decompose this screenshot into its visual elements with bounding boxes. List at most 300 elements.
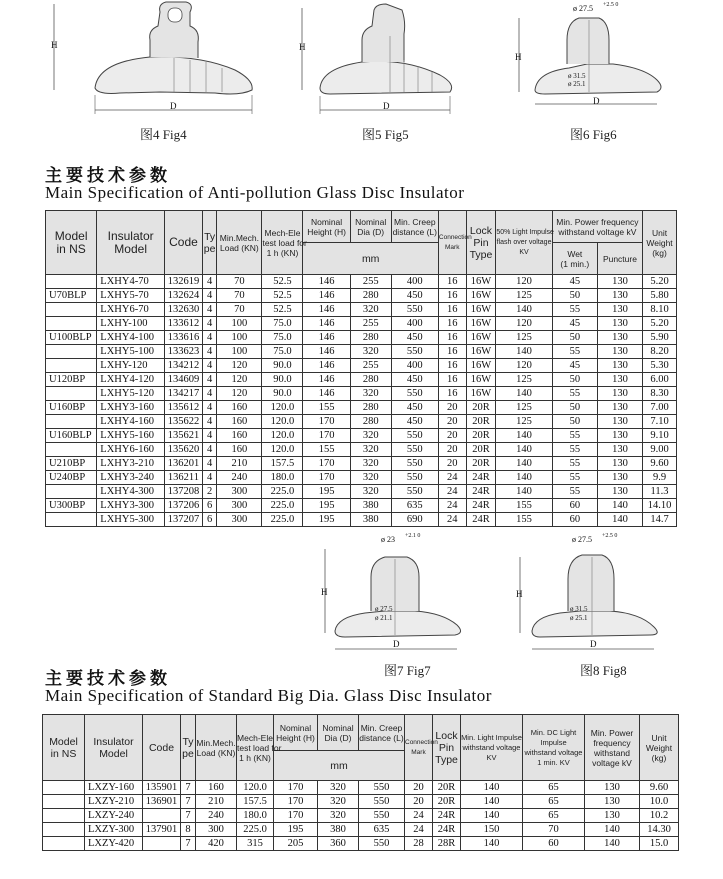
cell-pw: 140 bbox=[585, 823, 640, 837]
cell-ns bbox=[46, 303, 97, 317]
cell-code: 135621 bbox=[165, 429, 203, 443]
cell-mech: 120.0 bbox=[262, 401, 303, 415]
table-row bbox=[43, 823, 679, 837]
cell-wt: 11.3 bbox=[643, 485, 677, 499]
table-row bbox=[46, 485, 677, 499]
th-mm-unit: mm bbox=[274, 751, 405, 781]
cell-wt: 14.7 bbox=[643, 513, 677, 527]
cell-type: 7 bbox=[181, 781, 196, 795]
cell-conn: 20 bbox=[438, 415, 466, 429]
cell-h: 146 bbox=[303, 303, 350, 317]
figure-6 bbox=[505, 0, 675, 125]
cell-wet: 55 bbox=[552, 457, 597, 471]
cell-punct: 140 bbox=[597, 499, 642, 513]
figure-4 bbox=[40, 0, 270, 125]
cell-conn: 20 bbox=[438, 401, 466, 415]
cell-lock: 20R bbox=[433, 781, 461, 795]
cell-code: 132619 bbox=[165, 275, 203, 289]
cell-creep: 450 bbox=[391, 415, 438, 429]
cell-wet: 60 bbox=[552, 513, 597, 527]
th-puncture: Puncture bbox=[597, 243, 642, 275]
cell-load: 100 bbox=[217, 345, 262, 359]
cell-mech: 315 bbox=[237, 837, 274, 851]
cell-code: 137206 bbox=[165, 499, 203, 513]
cell-dc: 60 bbox=[523, 837, 585, 851]
cell-d: 320 bbox=[350, 443, 391, 457]
cell-mech: 52.5 bbox=[262, 275, 303, 289]
cell-type: 4 bbox=[202, 443, 216, 457]
cell-wet: 45 bbox=[552, 317, 597, 331]
cell-model: LXHY5-100 bbox=[97, 345, 165, 359]
cell-code: 135620 bbox=[165, 443, 203, 457]
cell-ns bbox=[46, 387, 97, 401]
th-mech-ele: Mech-Ele test load for 1 h (KN) bbox=[237, 715, 274, 781]
dia-top-label: ø 23 bbox=[381, 535, 395, 544]
cell-wt: 5.90 bbox=[643, 331, 677, 345]
cell-h: 146 bbox=[303, 289, 350, 303]
cell-model: LXHY4-100 bbox=[97, 331, 165, 345]
fig8-caption: 图8 Fig8 bbox=[580, 663, 627, 678]
dia-2-label: ø 25.1 bbox=[570, 614, 588, 622]
cell-load: 120 bbox=[217, 373, 262, 387]
cell-lock: 24R bbox=[466, 485, 496, 499]
cell-lock: 16W bbox=[466, 289, 496, 303]
figure-5 bbox=[290, 0, 460, 125]
table-row bbox=[46, 499, 677, 513]
cell-punct: 130 bbox=[597, 429, 642, 443]
cell-ns bbox=[43, 837, 85, 851]
table-row bbox=[46, 359, 677, 373]
cell-h: 195 bbox=[274, 823, 318, 837]
cell-type: 4 bbox=[202, 317, 216, 331]
cell-punct: 130 bbox=[597, 457, 642, 471]
cell-model: LXHY3-240 bbox=[97, 471, 165, 485]
cell-pw: 130 bbox=[585, 781, 640, 795]
dia-1-label: ø 31.5 bbox=[570, 605, 588, 613]
cell-creep: 400 bbox=[391, 275, 438, 289]
cell-load: 70 bbox=[217, 275, 262, 289]
cell-punct: 130 bbox=[597, 373, 642, 387]
cell-conn: 20 bbox=[438, 457, 466, 471]
table-row bbox=[46, 415, 677, 429]
cell-wet: 55 bbox=[552, 443, 597, 457]
cell-type: 4 bbox=[202, 457, 216, 471]
cell-type: 4 bbox=[202, 373, 216, 387]
cell-h: 195 bbox=[303, 513, 350, 527]
cell-mech: 120.0 bbox=[262, 443, 303, 457]
cell-creep: 550 bbox=[391, 471, 438, 485]
cell-model: LXHY4-160 bbox=[97, 415, 165, 429]
th-dc-impulse: Min. DC Light Impulse withstand voltage 1 min. KV bbox=[523, 715, 585, 781]
th-power-frequency: Min. Power frequency withstand voltage kV bbox=[552, 211, 642, 243]
cell-wet: 50 bbox=[552, 331, 597, 345]
cell-wt: 10.2 bbox=[640, 809, 679, 823]
cell-wt: 14.10 bbox=[643, 499, 677, 513]
cell-mech: 225.0 bbox=[262, 485, 303, 499]
cell-ns bbox=[46, 317, 97, 331]
dia-top-label: ø 27.5 bbox=[573, 4, 593, 13]
cell-wt: 9.60 bbox=[640, 781, 679, 795]
cell-d: 320 bbox=[350, 471, 391, 485]
cell-load: 120 bbox=[217, 387, 262, 401]
th-power-frequency: Min. Power frequency withstand voltage kV bbox=[585, 715, 640, 781]
cell-lock: 28R bbox=[433, 837, 461, 851]
cell-code: 135901 bbox=[143, 781, 181, 795]
cell-conn: 16 bbox=[438, 303, 466, 317]
cell-load: 210 bbox=[196, 795, 237, 809]
cell-h: 170 bbox=[303, 457, 350, 471]
dim-h-label: H bbox=[515, 52, 522, 62]
cell-creep: 550 bbox=[391, 345, 438, 359]
cell-load: 160 bbox=[196, 781, 237, 795]
cell-code: 136211 bbox=[165, 471, 203, 485]
cell-lock: 16W bbox=[466, 331, 496, 345]
th-insulator-model: Insulator Model bbox=[85, 715, 143, 781]
cell-creep: 400 bbox=[391, 359, 438, 373]
cell-d: 320 bbox=[350, 429, 391, 443]
cell-code: 133623 bbox=[165, 345, 203, 359]
cell-ns: U70BLP bbox=[46, 289, 97, 303]
cell-h: 195 bbox=[303, 499, 350, 513]
cell-lock: 24R bbox=[433, 809, 461, 823]
cell-model: LXHY5-160 bbox=[97, 429, 165, 443]
cell-creep: 550 bbox=[391, 387, 438, 401]
cell-h: 170 bbox=[303, 471, 350, 485]
table-row bbox=[43, 837, 679, 851]
cell-ns: U100BLP bbox=[46, 331, 97, 345]
cell-conn: 20 bbox=[405, 781, 433, 795]
cell-punct: 130 bbox=[597, 415, 642, 429]
th-height: Nominal Height (H) bbox=[303, 211, 350, 243]
cell-d: 320 bbox=[318, 809, 359, 823]
cell-load: 300 bbox=[217, 485, 262, 499]
cell-d: 380 bbox=[350, 513, 391, 527]
cell-ns bbox=[43, 795, 85, 809]
cell-load: 240 bbox=[196, 809, 237, 823]
cell-d: 320 bbox=[350, 457, 391, 471]
cell-mech: 90.0 bbox=[262, 387, 303, 401]
cell-wt: 5.20 bbox=[643, 275, 677, 289]
cell-punct: 130 bbox=[597, 345, 642, 359]
table-row bbox=[43, 809, 679, 823]
cell-creep: 550 bbox=[391, 457, 438, 471]
cell-ns: U240BP bbox=[46, 471, 97, 485]
cell-pw: 130 bbox=[585, 809, 640, 823]
dim-h-label: H bbox=[321, 587, 328, 597]
cell-lock: 24R bbox=[466, 513, 496, 527]
table-row bbox=[46, 289, 677, 303]
cell-mech: 225.0 bbox=[262, 499, 303, 513]
cell-punct: 130 bbox=[597, 485, 642, 499]
dia-top-label: ø 27.5 bbox=[572, 535, 592, 544]
spec-table-standard-big-dia bbox=[42, 714, 679, 851]
cell-load: 300 bbox=[217, 499, 262, 513]
cell-ns: U300BP bbox=[46, 499, 97, 513]
cell-pw: 140 bbox=[585, 837, 640, 851]
cell-creep: 550 bbox=[391, 443, 438, 457]
cell-model: LXHY6-160 bbox=[97, 443, 165, 457]
cell-ns bbox=[46, 359, 97, 373]
cell-d: 320 bbox=[318, 795, 359, 809]
cell-mech: 75.0 bbox=[262, 345, 303, 359]
cell-mech: 180.0 bbox=[237, 809, 274, 823]
fig6-caption: 图6 Fig6 bbox=[570, 127, 617, 142]
dia-top-tolerance: +2.5 0 bbox=[603, 2, 619, 8]
cell-ns bbox=[46, 443, 97, 457]
cell-conn: 16 bbox=[438, 289, 466, 303]
cell-imp: 140 bbox=[496, 387, 552, 401]
cell-conn: 20 bbox=[438, 429, 466, 443]
cell-lock: 24R bbox=[433, 823, 461, 837]
cell-model: LXZY-160 bbox=[85, 781, 143, 795]
cell-conn: 16 bbox=[438, 373, 466, 387]
cell-creep: 550 bbox=[391, 485, 438, 499]
cell-punct: 130 bbox=[597, 387, 642, 401]
cell-punct: 130 bbox=[597, 359, 642, 373]
cell-type: 8 bbox=[181, 823, 196, 837]
section1-title-en: Main Specification of Anti-pollution Glass Disc Insulator bbox=[45, 183, 465, 202]
cell-conn: 24 bbox=[438, 485, 466, 499]
cell-creep: 550 bbox=[359, 837, 405, 851]
cell-h: 170 bbox=[274, 809, 318, 823]
cell-wt: 6.00 bbox=[643, 373, 677, 387]
cell-h: 170 bbox=[303, 415, 350, 429]
cell-d: 255 bbox=[350, 317, 391, 331]
dia-2-label: ø 21.1 bbox=[375, 614, 393, 622]
th-mech-load: Min.Mech. Load (KN) bbox=[196, 715, 237, 781]
cell-ns: U120BP bbox=[46, 373, 97, 387]
dia-1-label: ø 27.5 bbox=[375, 605, 393, 613]
cell-conn: 20 bbox=[405, 795, 433, 809]
cell-creep: 450 bbox=[391, 373, 438, 387]
cell-h: 155 bbox=[303, 443, 350, 457]
cell-creep: 450 bbox=[391, 289, 438, 303]
cell-imp: 140 bbox=[461, 795, 523, 809]
cell-wt: 9.9 bbox=[643, 471, 677, 485]
cell-imp: 140 bbox=[461, 809, 523, 823]
th-dia: Nominal Dia (D) bbox=[318, 715, 359, 751]
cell-model: LXHY6-70 bbox=[97, 303, 165, 317]
cell-code: 134212 bbox=[165, 359, 203, 373]
cell-h: 155 bbox=[303, 401, 350, 415]
cell-type: 4 bbox=[202, 345, 216, 359]
cell-imp: 155 bbox=[496, 499, 552, 513]
cell-wt: 9.10 bbox=[643, 429, 677, 443]
th-lock: Lock Pin Type bbox=[433, 715, 461, 781]
cell-punct: 130 bbox=[597, 443, 642, 457]
cell-wet: 60 bbox=[552, 499, 597, 513]
cell-punct: 130 bbox=[597, 317, 642, 331]
cell-wt: 15.0 bbox=[640, 837, 679, 851]
cell-type: 4 bbox=[202, 331, 216, 345]
cell-punct: 130 bbox=[597, 289, 642, 303]
cell-ns bbox=[46, 485, 97, 499]
cell-wt: 8.10 bbox=[643, 303, 677, 317]
cell-punct: 130 bbox=[597, 275, 642, 289]
cell-lock: 20R bbox=[466, 401, 496, 415]
cell-wet: 45 bbox=[552, 275, 597, 289]
cell-mech: 75.0 bbox=[262, 331, 303, 345]
cell-imp: 140 bbox=[496, 443, 552, 457]
cell-load: 420 bbox=[196, 837, 237, 851]
table-row bbox=[46, 387, 677, 401]
cell-wet: 55 bbox=[552, 303, 597, 317]
cell-imp: 140 bbox=[496, 485, 552, 499]
cell-code: 136201 bbox=[165, 457, 203, 471]
cell-model: LXHY3-160 bbox=[97, 401, 165, 415]
cell-imp: 125 bbox=[496, 401, 552, 415]
cell-model: LXHY-120 bbox=[97, 359, 165, 373]
cell-wet: 50 bbox=[552, 373, 597, 387]
cell-mech: 157.5 bbox=[237, 795, 274, 809]
cell-ns: U210BP bbox=[46, 457, 97, 471]
cell-creep: 550 bbox=[359, 795, 405, 809]
cell-punct: 130 bbox=[597, 401, 642, 415]
th-connection: Connection Mark bbox=[438, 211, 466, 275]
dim-d-label: D bbox=[590, 639, 597, 649]
th-code: Code bbox=[143, 715, 181, 781]
cell-model: LXHY5-70 bbox=[97, 289, 165, 303]
th-creep: Min. Creep distance (L) bbox=[359, 715, 405, 751]
cell-creep: 550 bbox=[391, 303, 438, 317]
cell-dc: 65 bbox=[523, 781, 585, 795]
th-dia: Nominal Dia (D) bbox=[350, 211, 391, 243]
cell-mech: 180.0 bbox=[262, 471, 303, 485]
fig4-caption: 图4 Fig4 bbox=[140, 127, 187, 142]
th-weight: Unit Weight (kg) bbox=[640, 715, 679, 781]
table-row bbox=[46, 373, 677, 387]
table-row bbox=[43, 795, 679, 809]
dia-1-label: ø 31.5 bbox=[568, 72, 586, 80]
cell-punct: 140 bbox=[597, 513, 642, 527]
cell-type: 4 bbox=[202, 387, 216, 401]
cell-load: 210 bbox=[217, 457, 262, 471]
cell-wt: 10.0 bbox=[640, 795, 679, 809]
table-row bbox=[46, 471, 677, 485]
dia-top-tolerance: +2.1 0 bbox=[405, 533, 421, 539]
cell-wt: 7.00 bbox=[643, 401, 677, 415]
cell-mech: 52.5 bbox=[262, 289, 303, 303]
cell-type: 4 bbox=[202, 471, 216, 485]
cell-lock: 16W bbox=[466, 317, 496, 331]
cell-d: 320 bbox=[318, 781, 359, 795]
cell-d: 280 bbox=[350, 289, 391, 303]
cell-d: 380 bbox=[318, 823, 359, 837]
cell-wt: 9.60 bbox=[643, 457, 677, 471]
cell-mech: 225.0 bbox=[237, 823, 274, 837]
section1-title-cn: 主要技术参数 bbox=[45, 166, 171, 186]
table-row bbox=[43, 781, 679, 795]
cell-h: 195 bbox=[303, 485, 350, 499]
cell-wet: 55 bbox=[552, 471, 597, 485]
dia-2-label: ø 25.1 bbox=[568, 80, 586, 88]
fig5-caption: 图5 Fig5 bbox=[362, 127, 409, 142]
cell-wet: 50 bbox=[552, 415, 597, 429]
cell-ns bbox=[46, 513, 97, 527]
cell-creep: 400 bbox=[391, 317, 438, 331]
table-row bbox=[46, 317, 677, 331]
cell-lock: 20R bbox=[466, 443, 496, 457]
cell-conn: 24 bbox=[438, 471, 466, 485]
cell-mech: 75.0 bbox=[262, 317, 303, 331]
cell-d: 255 bbox=[350, 275, 391, 289]
cell-load: 120 bbox=[217, 359, 262, 373]
cell-model: LXHY3-210 bbox=[97, 457, 165, 471]
dim-d-label: D bbox=[170, 101, 177, 111]
cell-wet: 50 bbox=[552, 289, 597, 303]
cell-conn: 20 bbox=[438, 443, 466, 457]
cell-mech: 157.5 bbox=[262, 457, 303, 471]
table-row bbox=[46, 443, 677, 457]
cell-imp: 120 bbox=[496, 317, 552, 331]
cell-d: 320 bbox=[350, 345, 391, 359]
cell-lock: 24R bbox=[466, 499, 496, 513]
cell-code bbox=[143, 809, 181, 823]
cell-imp: 125 bbox=[496, 289, 552, 303]
cell-h: 146 bbox=[303, 331, 350, 345]
cell-wet: 50 bbox=[552, 401, 597, 415]
cell-mech: 120.0 bbox=[262, 429, 303, 443]
cell-imp: 125 bbox=[496, 331, 552, 345]
cell-wt: 8.20 bbox=[643, 345, 677, 359]
th-type: Ty pe bbox=[202, 211, 216, 275]
cell-wet: 55 bbox=[552, 345, 597, 359]
cell-code: 136901 bbox=[143, 795, 181, 809]
cell-dc: 65 bbox=[523, 795, 585, 809]
cell-conn: 24 bbox=[405, 823, 433, 837]
cell-type: 4 bbox=[202, 275, 216, 289]
cell-code bbox=[143, 837, 181, 851]
cell-mech: 225.0 bbox=[262, 513, 303, 527]
cell-code: 135612 bbox=[165, 401, 203, 415]
cell-conn: 28 bbox=[405, 837, 433, 851]
cell-d: 320 bbox=[350, 303, 391, 317]
cell-conn: 24 bbox=[438, 513, 466, 527]
cell-load: 70 bbox=[217, 303, 262, 317]
cell-lock: 16W bbox=[466, 387, 496, 401]
cell-type: 6 bbox=[202, 499, 216, 513]
cell-code: 134609 bbox=[165, 373, 203, 387]
th-code: Code bbox=[165, 211, 203, 275]
cell-imp: 125 bbox=[496, 415, 552, 429]
cell-h: 146 bbox=[303, 387, 350, 401]
cell-code: 135622 bbox=[165, 415, 203, 429]
cell-wet: 45 bbox=[552, 359, 597, 373]
cell-h: 170 bbox=[274, 795, 318, 809]
table-row bbox=[46, 457, 677, 471]
cell-code: 132630 bbox=[165, 303, 203, 317]
cell-h: 170 bbox=[274, 781, 318, 795]
cell-punct: 130 bbox=[597, 331, 642, 345]
th-wet: Wet (1 min.) bbox=[552, 243, 597, 275]
cell-mech: 90.0 bbox=[262, 373, 303, 387]
section2-title-en: Main Specification of Standard Big Dia. Glass Disc Insulator bbox=[45, 686, 492, 705]
cell-conn: 24 bbox=[438, 499, 466, 513]
cell-imp: 120 bbox=[496, 275, 552, 289]
cell-wt: 7.10 bbox=[643, 415, 677, 429]
cell-ns bbox=[43, 823, 85, 837]
cell-ns bbox=[43, 809, 85, 823]
cell-conn: 24 bbox=[405, 809, 433, 823]
cell-load: 160 bbox=[217, 401, 262, 415]
cell-type: 7 bbox=[181, 809, 196, 823]
th-creep: Min. Creep distance (L) bbox=[391, 211, 438, 243]
dim-d-label: D bbox=[383, 101, 390, 111]
cell-wt: 9.00 bbox=[643, 443, 677, 457]
cell-d: 280 bbox=[350, 331, 391, 345]
cell-ns: U160BP bbox=[46, 401, 97, 415]
cell-h: 170 bbox=[303, 429, 350, 443]
